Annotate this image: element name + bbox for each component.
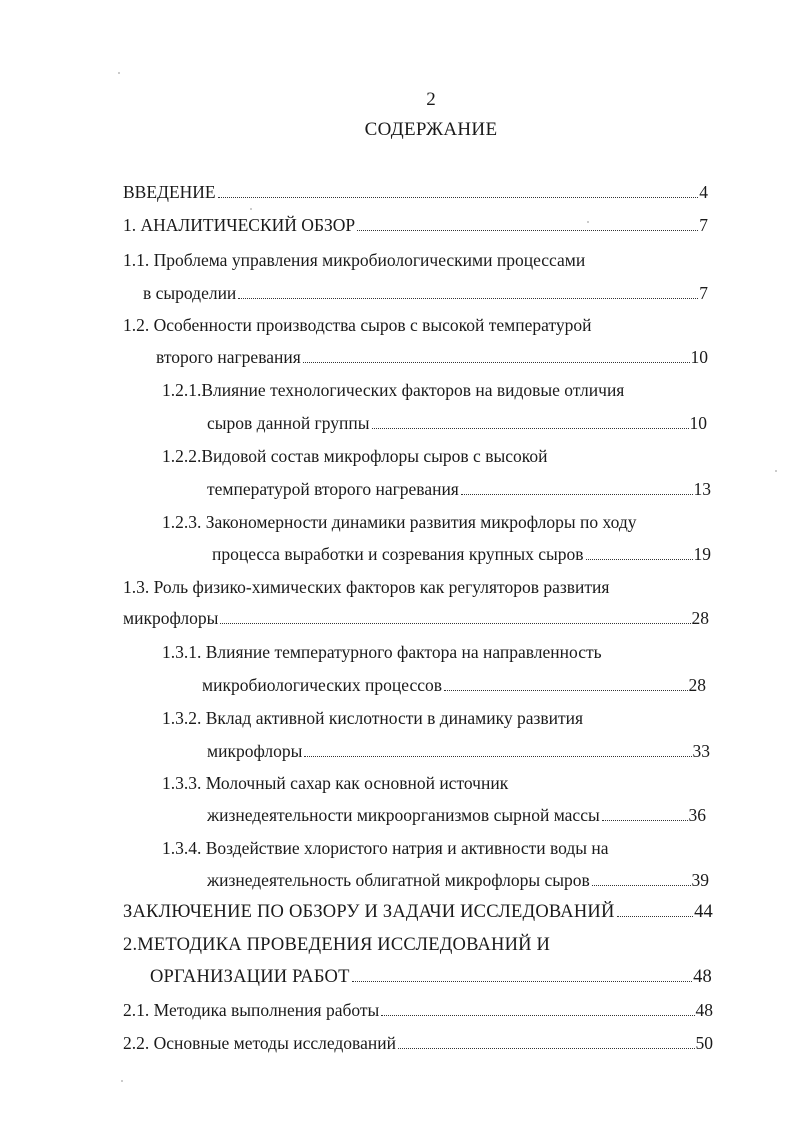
toc-entry-conclusion: ЗАКЛЮЧЕНИЕ ПО ОБЗОРУ И ЗАДАЧИ ИССЛЕДОВАНИЙ 44	[123, 902, 713, 922]
toc-entry-2-2: 2.2. Основные методы исследований 50	[123, 1033, 713, 1053]
toc-entry-1-1: в сыроделии 7	[143, 283, 708, 303]
toc-entry-1-3-4: жизнедеятельность облигатной микрофлоры сыров 39	[207, 870, 709, 890]
toc-entry-1-3-2: микрофлоры 33	[207, 741, 710, 761]
toc-entry-1-2-2: температурой второго нагревания 13	[207, 479, 711, 499]
toc-entry-1-3-3: жизнедеятельности микроорганизмов сырной массы 36	[207, 805, 706, 825]
toc-entry-1-2-1-line-1: 1.2.1.Влияние технологических факторов на видовые отличия	[162, 380, 625, 400]
scan-speck	[775, 470, 777, 472]
toc-entry-chapter-2-line-1: 2.МЕТОДИКА ПРОВЕДЕНИЯ ИССЛЕДОВАНИЙ И	[123, 935, 551, 955]
toc-entry-1-2-1: сыров данной группы 10	[207, 413, 707, 433]
scan-speck	[121, 1080, 123, 1082]
toc-entry-1-3: микрофлоры 28	[123, 608, 709, 628]
toc-entry-introduction: ВВЕДЕНИЕ 4	[123, 182, 708, 202]
toc-entry-1-1-line-1: 1.1. Проблема управления микробиологическими процессами	[123, 250, 586, 270]
toc-entry-1-3-1: микробиологических процессов 28	[202, 675, 706, 695]
scan-speck	[587, 221, 589, 223]
toc-entry-1-3-3-line-1: 1.3.3. Молочный сахар как основной источник	[162, 773, 509, 793]
scan-speck	[118, 72, 120, 74]
toc-entry-2-1: 2.1. Методика выполнения работы 48	[123, 1000, 713, 1020]
scan-speck	[250, 208, 252, 210]
page-number: 2	[426, 89, 436, 110]
toc-title: СОДЕРЖАНИЕ	[364, 119, 498, 140]
toc-entry-1-2-2-line-1: 1.2.2.Видовой состав микрофлоры сыров с высокой	[162, 446, 548, 466]
toc-entry-1-3-4-line-1: 1.3.4. Воздействие хлористого натрия и активности воды на	[162, 838, 609, 858]
toc-entry-1-2-3: процесса выработки и созревания крупных сыров 19	[212, 544, 711, 564]
toc-entry-chapter-1: 1. АНАЛИТИЧЕСКИЙ ОБЗОР 7	[123, 215, 708, 235]
toc-entry-1-3-line-1: 1.3. Роль физико-химических факторов как регуляторов развития	[123, 577, 610, 597]
toc-entry-1-3-2-line-1: 1.3.2. Вклад активной кислотности в динамику развития	[162, 708, 584, 728]
toc-entry-chapter-2: ОРГАНИЗАЦИИ РАБОТ 48	[150, 967, 712, 987]
toc-entry-1-2: второго нагревания 10	[156, 347, 708, 367]
toc-entry-1-2-line-1: 1.2. Особенности производства сыров с высокой температурой	[123, 315, 592, 335]
toc-entry-1-2-3-line-1: 1.2.3. Закономерности динамики развития микрофлоры по ходу	[162, 512, 637, 532]
toc-entry-1-3-1-line-1: 1.3.1. Влияние температурного фактора на направленность	[162, 642, 602, 662]
